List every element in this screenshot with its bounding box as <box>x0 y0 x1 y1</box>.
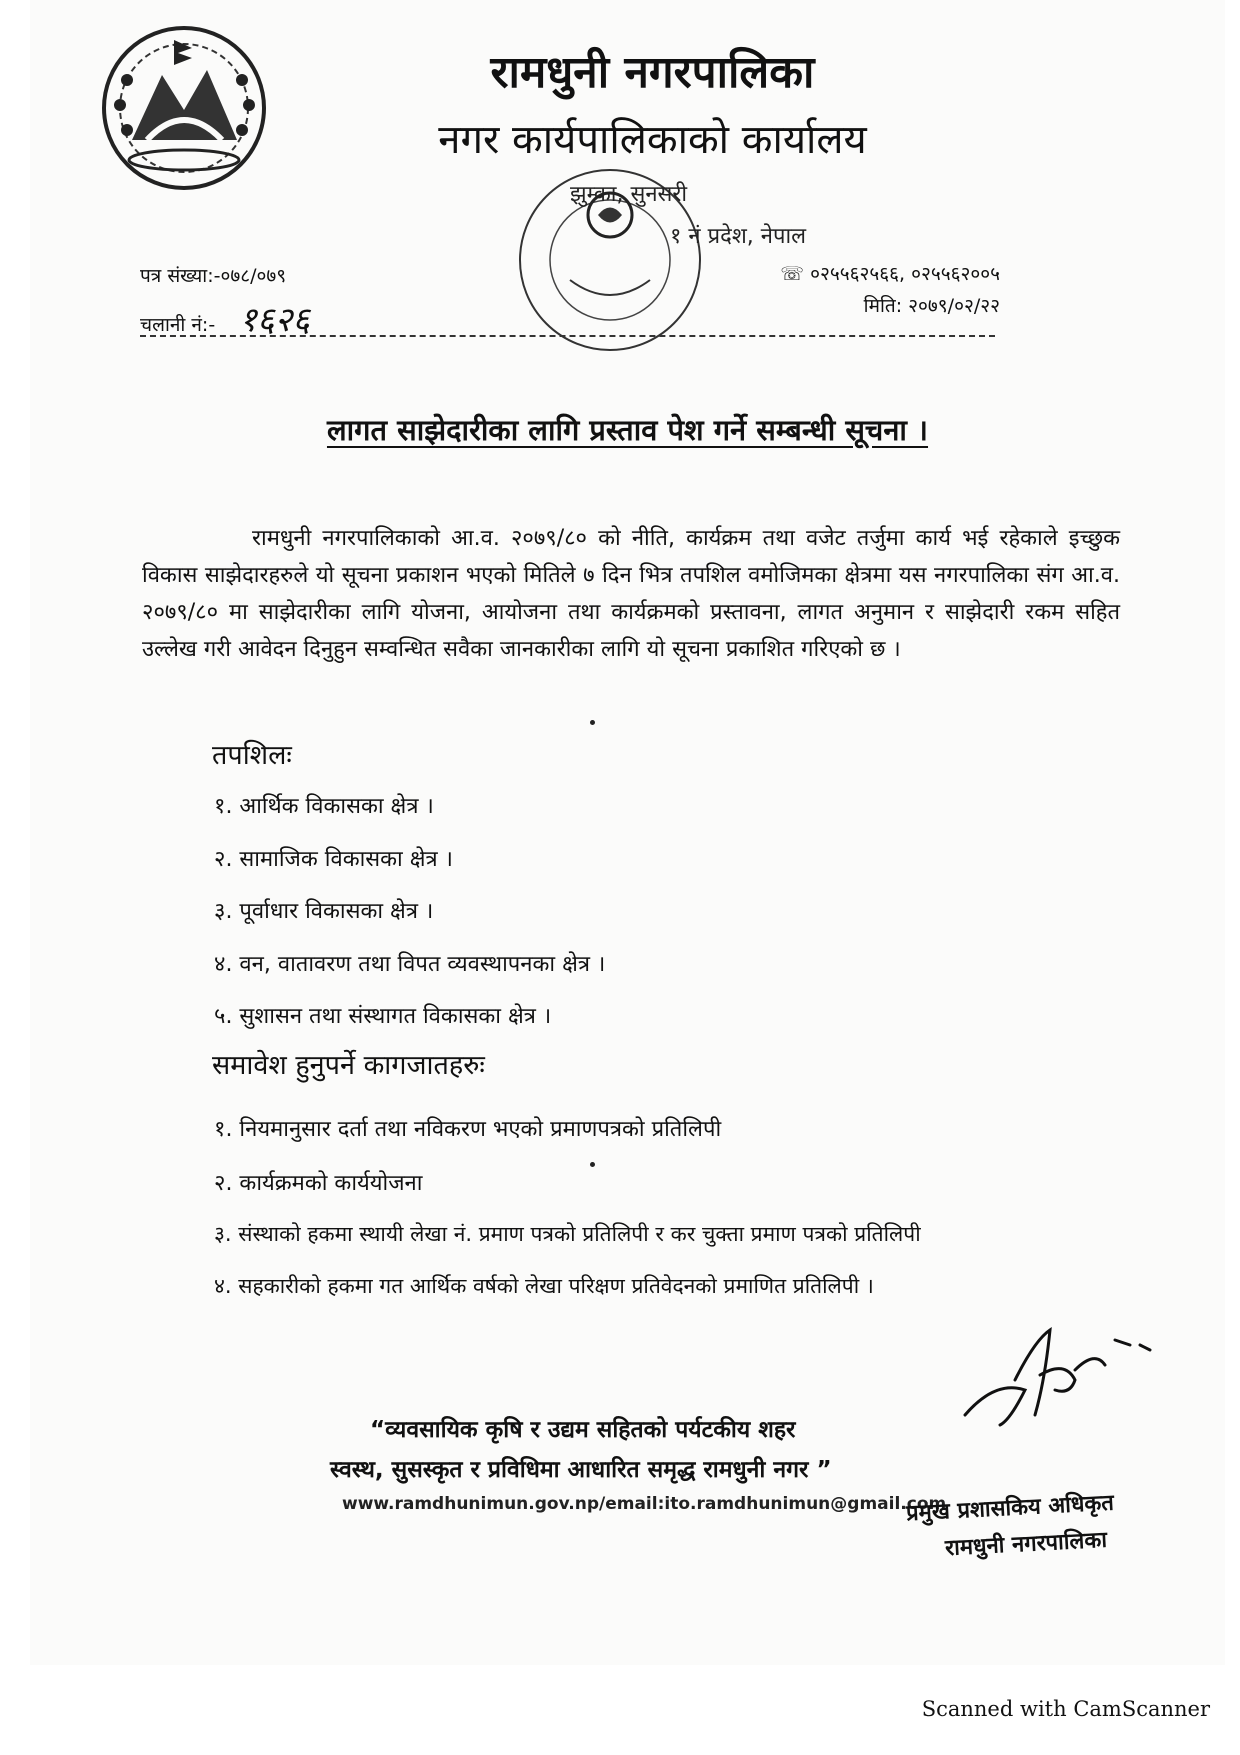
list-item: २. कार्यक्रमको कार्ययोजना <box>214 1171 423 1196</box>
handwritten-signature-icon <box>955 1320 1165 1440</box>
motto-line-2: स्वस्थ, सुसस्कृत र प्रविधिमा आधारित समृद्ध रामधुनी नगर ” <box>330 1457 832 1483</box>
letter-date: मिति: २०७९/०२/२२ <box>863 295 1000 317</box>
phone-numbers: ☏ ०२५५६२५६६, ०२५५६२००५ <box>780 263 1000 285</box>
header-divider <box>140 335 995 337</box>
list-item: ४. वन, वातावरण तथा विपत व्यवस्थापनका क्षेत्र । <box>214 952 606 977</box>
list-item: ४. सहकारीको हकमा गत आर्थिक वर्षको लेखा परिक्षण प्रतिवेदनको प्रमाणित प्रतिलिपी । <box>214 1274 874 1298</box>
municipality-name: रामधुनी नगरपालिका <box>490 47 815 98</box>
scanner-watermark: Scanned with CamScanner <box>921 1697 1210 1721</box>
seal-text-location: झुम्का, सुनसरी <box>570 182 688 207</box>
scan-speck <box>590 720 595 725</box>
details-heading: तपशिलः <box>212 740 292 771</box>
office-name: नगर कार्यपालिकाको कार्यालय <box>438 117 867 163</box>
list-item: १. नियमानुसार दर्ता तथा नविकरण भएको प्रमाणपत्रको प्रतिलिपी <box>214 1117 722 1142</box>
notice-body: रामधुनी नगरपालिकाको आ.व. २०७९/८० को नीति, कार्यक्रम तथा वजेट तर्जुमा कार्य भई रहेकाले इच्छुक विकास साझेदारहरुले यो सूचना प्रकाशन भएको मितिले ७ दिन भित्र तपशिल वमोजिमका क्षेत्रमा यस नगरपालिका संग आ.व. २०७९/८० मा साझेदारीका लागि योजना, आयोजना तथा कार्यक्रमको प्रस्तावना, लागत अनुमान र साझेदारी रकम सहित उल्लेख गरी आवेदन दिनुहुन सम्वन्धित सवैका जानकारीका लागि यो सूचना प्रकाशित गरिएको छ । <box>142 526 1120 662</box>
documents-heading: समावेश हुनुपर्ने कागजातहरुः <box>212 1050 485 1081</box>
list-item: २. सामाजिक विकासका क्षेत्र । <box>214 847 453 872</box>
list-item: ३. पूर्वाधार विकासका क्षेत्र । <box>214 899 434 924</box>
notice-title-text: लागत साझेदारीका लागि प्रस्ताव पेश गर्ने सम्बन्धी सूचना । <box>326 413 929 447</box>
officer-title: प्रमुख प्रशासकिय अधिकृत <box>905 1490 1115 1527</box>
list-item: ५. सुशासन तथा संस्थागत विकासका क्षेत्र । <box>214 1004 552 1029</box>
list-item: ३. संस्थाको हकमा स्थायी लेखा नं. प्रमाण पत्रको प्रतिलिपी र कर चुक्ता प्रमाण पत्रको प्रतिलिपी <box>214 1222 921 1246</box>
document-page <box>30 0 1225 1665</box>
notice-title <box>30 410 1225 449</box>
seal-text-province: १ नं प्रदेश, नेपाल <box>670 224 807 249</box>
list-item: १. आर्थिक विकासका क्षेत्र । <box>214 794 434 819</box>
dispatch-number: १६२६ <box>239 300 310 340</box>
scan-speck <box>590 1162 595 1167</box>
dispatch-label: चलानी नं:- <box>140 314 216 336</box>
officer-organization: रामधुनी नगरपालिका <box>944 1527 1108 1562</box>
motto-line-1: “व्यवसायिक कृषि र उद्यम सहितको पर्यटकीय शहर <box>370 1417 796 1443</box>
letter-number: पत्र संख्या:-०७८/०७९ <box>140 265 287 287</box>
website-email: www.ramdhunimun.gov.np/email:ito.ramdhunimun@gmail.com <box>342 1494 947 1514</box>
